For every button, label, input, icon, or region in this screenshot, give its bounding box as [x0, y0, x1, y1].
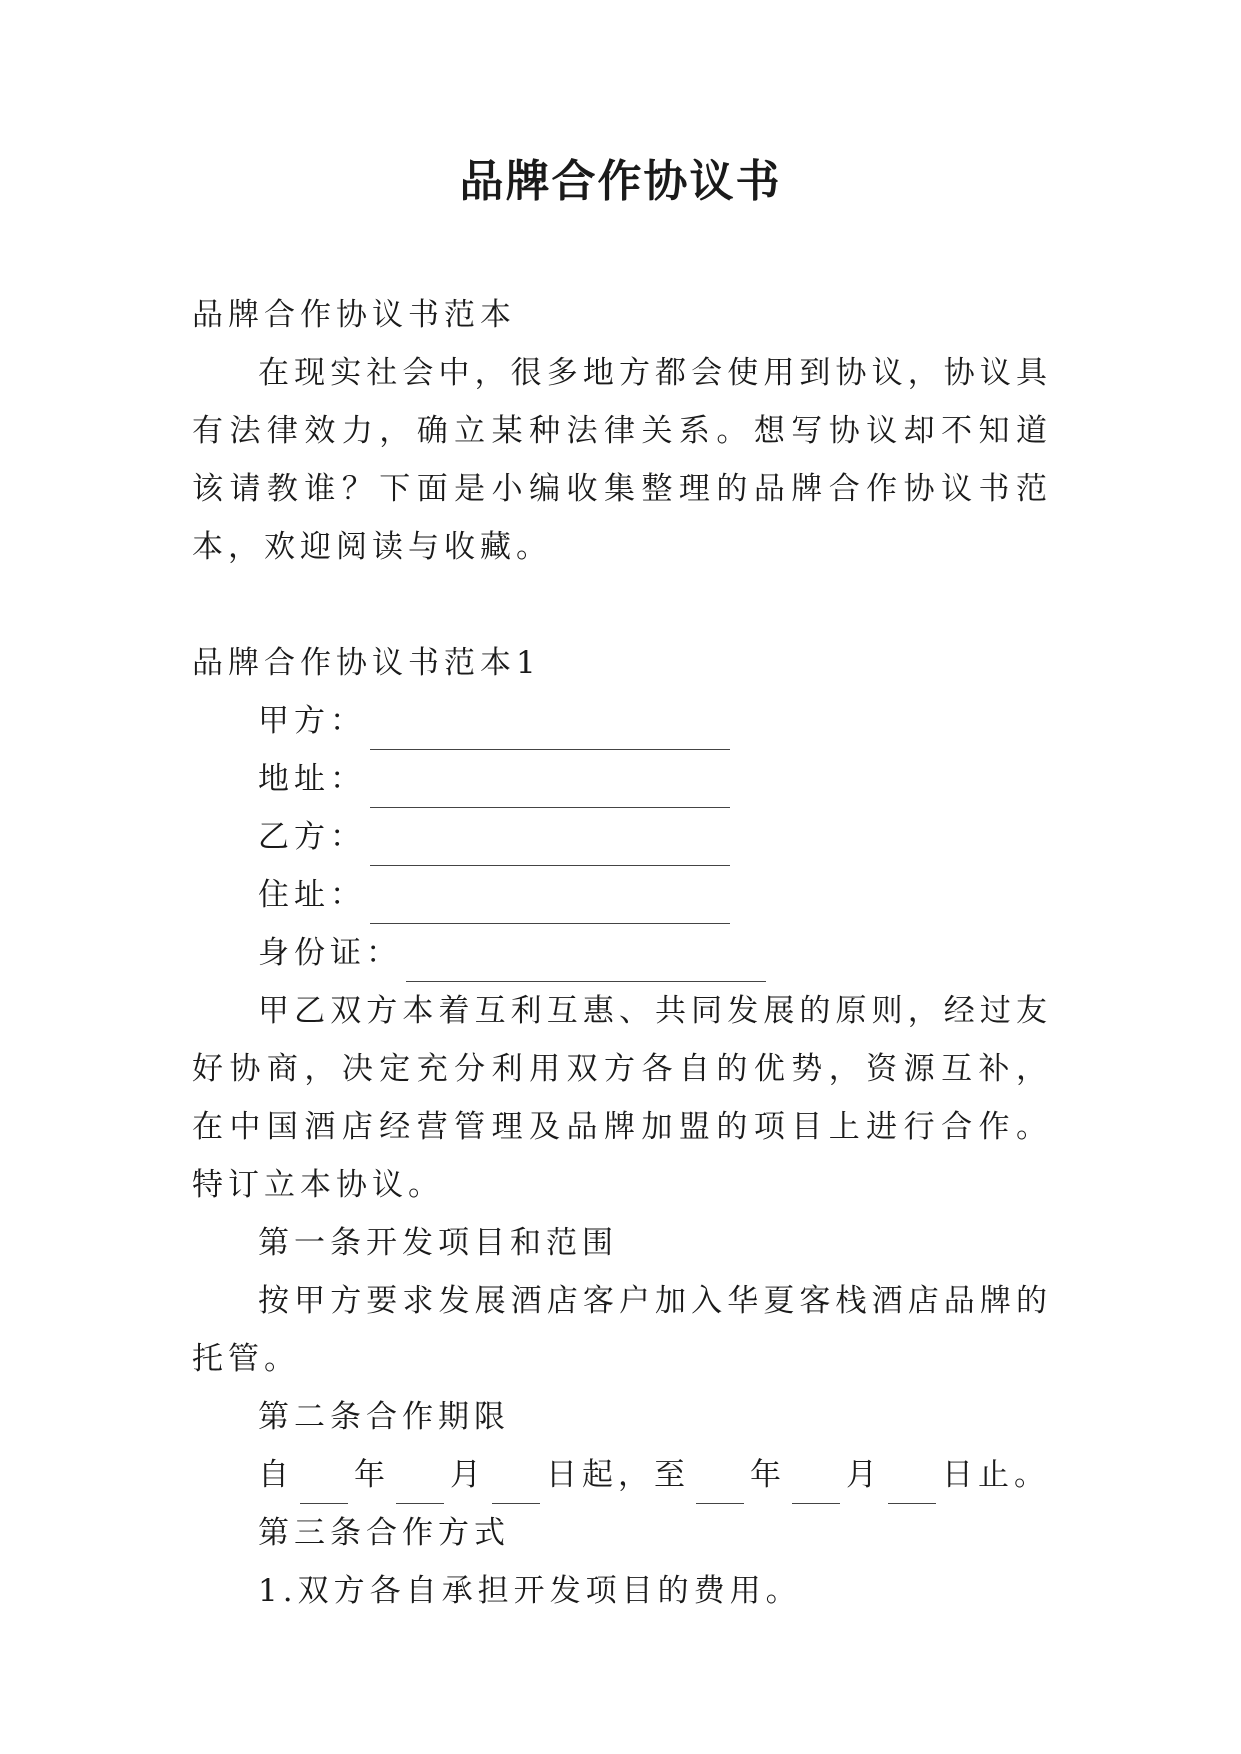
- blank-line: [492, 1465, 540, 1504]
- blank-line: [396, 1465, 444, 1504]
- field-label: 地址：: [258, 761, 366, 797]
- field-address: [192, 750, 1052, 808]
- blank-line: [696, 1465, 744, 1504]
- blank-line: [370, 711, 730, 750]
- blank-line: [888, 1465, 936, 1504]
- term-year2: 年: [750, 1457, 786, 1493]
- article1-text: 按甲方要求发展酒店客户加入华夏客栈酒店品牌的托管。: [192, 1283, 1052, 1377]
- field-id-card: [192, 924, 1052, 982]
- field-party-a: [192, 692, 1052, 750]
- intro-heading: 品牌合作协议书范本: [192, 297, 516, 333]
- term-year: 年: [354, 1457, 390, 1493]
- section-heading: 品牌合作协议书范本1: [192, 645, 541, 681]
- article1-heading: 第一条开发项目和范围: [258, 1225, 618, 1261]
- article3-item1: 1.双方各自承担开发项目的费用。: [258, 1573, 802, 1609]
- term-line: [192, 1446, 1052, 1504]
- blank-line: [300, 1465, 348, 1504]
- field-label: 身份证：: [258, 935, 402, 971]
- blank-line: [370, 769, 730, 808]
- intro-paragraph: 在现实社会中，很多地方都会使用到协议，协议具有法律效力，确立某种法律关系。想写协议却不知道该请教谁？下面是小编收集整理的品牌合作协议书范本，欢迎阅读与收藏。: [192, 355, 1052, 565]
- blank-line: [370, 827, 730, 866]
- field-label: 住址：: [258, 877, 366, 913]
- spacer: [192, 576, 1052, 634]
- term-from: 自: [258, 1457, 294, 1493]
- article2-heading: 第二条合作期限: [258, 1399, 510, 1435]
- blank-line: [792, 1465, 840, 1504]
- body-paragraph: 甲乙双方本着互利互惠、共同发展的原则，经过友好协商，决定充分利用双方各自的优势，资源互补，在中国酒店经营管理及品牌加盟的项目上进行合作。特订立本协议。: [192, 993, 1052, 1203]
- term-month: 月: [450, 1457, 486, 1493]
- term-day-start: 日起，至: [546, 1457, 690, 1493]
- document-body: [192, 286, 1052, 1620]
- field-label: 甲方：: [258, 703, 366, 739]
- field-party-b: [192, 808, 1052, 866]
- document-title: 品牌合作协议书: [459, 156, 782, 207]
- blank-line: [370, 885, 730, 924]
- field-label: 乙方：: [258, 819, 366, 855]
- term-month2: 月: [846, 1457, 882, 1493]
- blank-line: [406, 943, 766, 982]
- field-residence: [192, 866, 1052, 924]
- article3-heading: 第三条合作方式: [258, 1515, 510, 1551]
- term-day-end: 日止。: [942, 1457, 1050, 1493]
